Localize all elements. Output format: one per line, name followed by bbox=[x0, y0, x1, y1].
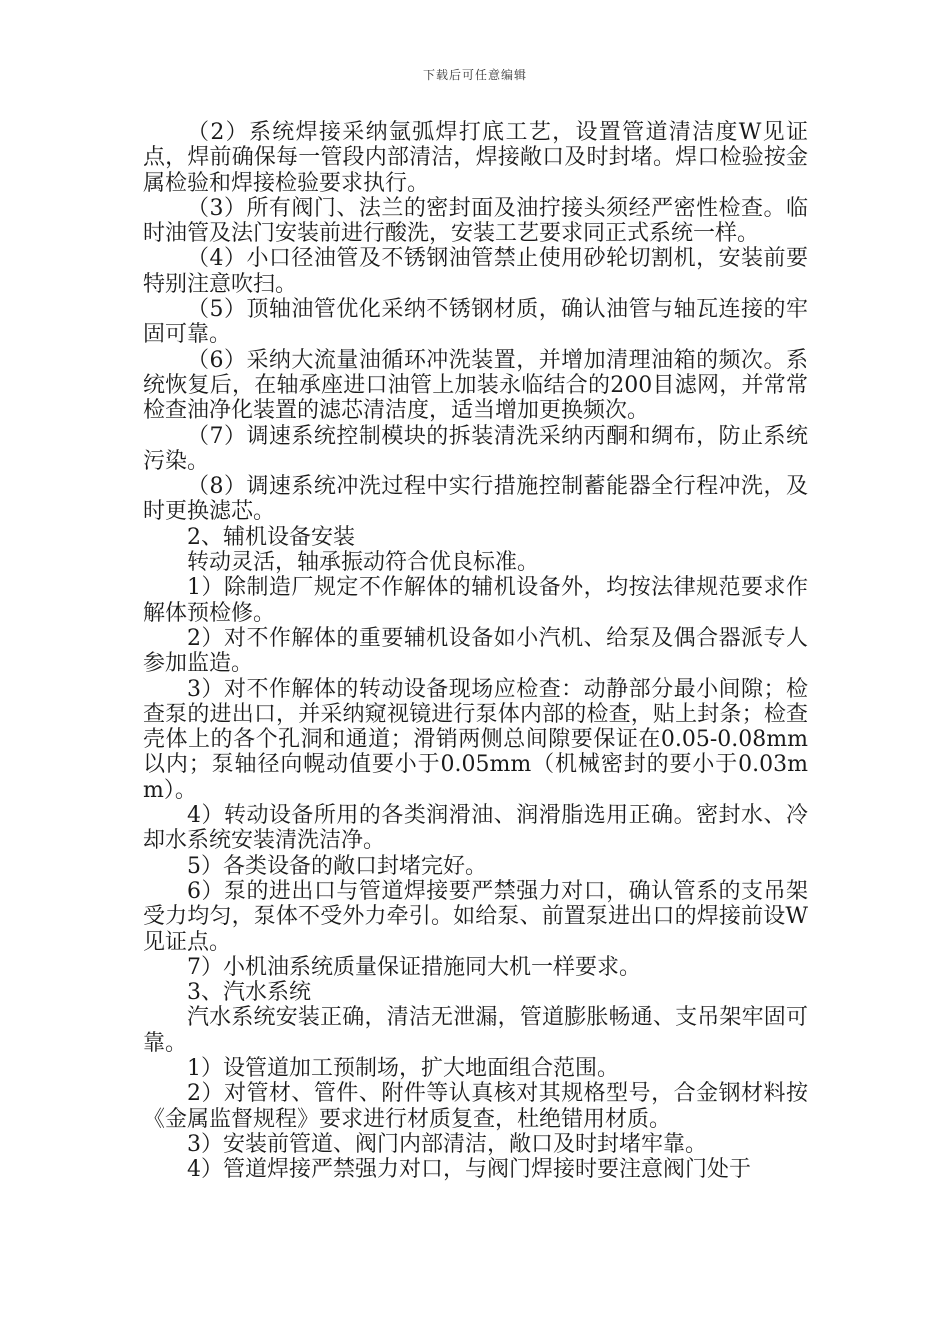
paragraph-aux-1: 1）除制造厂规定不作解体的辅机设备外，均按法律规范要求作解体预检修。 bbox=[143, 575, 808, 626]
paragraph-steam-4: 4）管道焊接严禁强力对口，与阀门焊接时要注意阀门处于 bbox=[187, 1157, 751, 1183]
paragraph-jacking-oil: （5）顶轴油管优化采纳不锈钢材质，确认油管与轴瓦连接的牢固可靠。 bbox=[143, 297, 808, 348]
paragraph-aux-goal: 转动灵活，轴承振动符合优良标准。 bbox=[187, 550, 540, 576]
paragraph-aux-7: 7）小机油系统质量保证措施同大机一样要求。 bbox=[187, 954, 641, 980]
page-header: 下载后可任意编辑 bbox=[422, 68, 527, 82]
paragraph-steam-2: 2）对管材、管件、附件等认真核对其规格型号，合金钢材料按《金属监督规程》要求进行材质复查，杜绝错用材质。 bbox=[143, 1081, 808, 1132]
paragraph-aux-6: 6）泵的进出口与管道焊接要严禁强力对口，确认管系的支吊架受力均匀，泵体不受外力牵引。如给泵、前置泵进出口的焊接前设W见证点。 bbox=[143, 878, 808, 955]
paragraph-aux-3: 3）对不作解体的转动设备现场应检查：动静部分最小间隙；检查泵的进出口，并采纳窥视镜进行泵体内部的检查，贴上封条；检查壳体上的各个孔洞和通道；滑销两侧总间隙要保证在0.05-0.08mm以内；泵轴径向幌动值要小于0.05mm（机械密封的要小于0.03mm）。 bbox=[143, 676, 808, 803]
section-heading-steam-water: 3、汽水系统 bbox=[187, 980, 311, 1006]
paragraph-aux-5: 5）各类设备的敞口封堵完好。 bbox=[187, 853, 487, 879]
paragraph-valve-sealing: （3）所有阀门、法兰的密封面及油拧接头须经严密性检查。临时油管及法门安装前进行酸洗，安装工艺要求同正式系统一样。 bbox=[143, 195, 808, 247]
document-body bbox=[143, 120, 808, 1182]
paragraph-steam-1: 1）设管道加工预制场，扩大地面组合范围。 bbox=[187, 1055, 619, 1081]
paragraph-control-module: （7）调速系统控制模块的拆装清洗采纳丙酮和绸布，防止系统污染。 bbox=[143, 423, 808, 474]
paragraph-steam-3: 3）安装前管道、阀门内部清洁，敞口及时封堵牢靠。 bbox=[187, 1131, 707, 1157]
paragraph-accumulator: （8）调速系统冲洗过程中实行措施控制蓄能器全行程冲洗，及时更换滤芯。 bbox=[143, 474, 808, 525]
paragraph-aux-2: 2）对不作解体的重要辅机设备如小汽机、给泵及偶合器派专人参加监造。 bbox=[143, 625, 808, 677]
paragraph-small-pipe: （4）小口径油管及不锈钢油管禁止使用砂轮切割机，安装前要特别注意吹扫。 bbox=[143, 246, 808, 297]
paragraph-oil-flushing: （6）采纳大流量油循环冲洗装置，并增加清理油箱的频次。系统恢复后，在轴承座进口油管上加装永临结合的200目滤网，并常常检查油净化装置的滤芯清洁度，适当增加更换频次。 bbox=[143, 347, 808, 424]
paragraph-aux-4: 4）转动设备所用的各类润滑油、润滑脂选用正确。密封水、冷却水系统安装清洗洁净。 bbox=[143, 803, 808, 854]
paragraph-steam-goal: 汽水系统安装正确，清洁无泄漏，管道膨胀畅通、支吊架牢固可靠。 bbox=[143, 1005, 808, 1056]
section-heading-auxiliary: 2、辅机设备安装 bbox=[187, 524, 355, 550]
paragraph-oil-welding: （2）系统焊接采纳氩弧焊打底工艺，设置管道清洁度W见证点，焊前确保每一管段内部清洁，焊接敞口及时封堵。焊口检验按金属检验和焊接检验要求执行。 bbox=[143, 120, 808, 196]
